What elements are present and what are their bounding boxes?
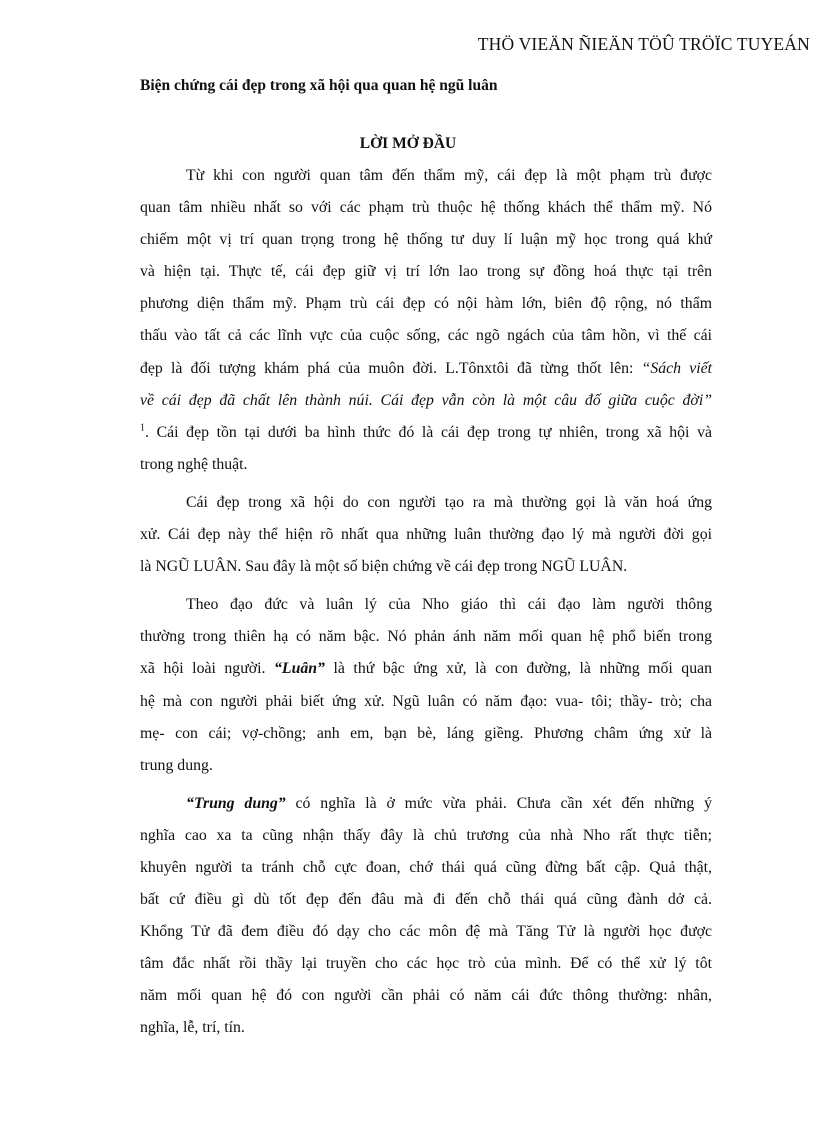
text-line: phương diện thẩm mỹ. Phạm trù cái đẹp có nội hàm lớn, biên độ rộng, nó thẩm bbox=[140, 295, 712, 313]
text-line: chiếm một vị trí quan trọng trong hệ thống tư duy lí luận mỹ học trong quá khứ bbox=[140, 231, 712, 249]
section-heading: LỜI MỞ ĐẦU bbox=[359, 135, 457, 152]
text-line: khuyên người ta tránh chỗ cực đoan, chớ thái quá cũng đừng bất cập. Quả thật, bbox=[140, 858, 712, 876]
text-run: đẹp là đối tượng khám phá của muôn đời. L.Tônxtôi đã từng thốt lên: bbox=[140, 359, 642, 377]
document-title: Biện chứng cái đẹp trong xã hội qua quan hệ ngũ luân bbox=[140, 77, 498, 94]
site-header: THÖ VIEÄN ÑIEÄN TÖÛ TRÖÏC TUYEÁN bbox=[477, 34, 810, 54]
text-line: tâm đắc nhất rồi thầy lại truyền cho các học trò của mình. Để có thể xử lý tôt bbox=[140, 955, 712, 973]
footnote-marker: 1 bbox=[140, 422, 145, 434]
text-line: nghĩa cao xa ta cũng nhận thấy đây là chủ trương của nhà Nho rất thực tiễn; bbox=[140, 826, 712, 844]
text-line: trong nghệ thuật. bbox=[140, 455, 248, 473]
text-line: nghĩa, lễ, trí, tín. bbox=[140, 1019, 245, 1037]
text-line: thấu vào tất cả các lĩnh vực của cuộc sống, các ngõ ngách của tâm hồn, vì thế cái bbox=[140, 327, 712, 345]
text-line bbox=[140, 385, 712, 417]
text-line: là NGŨ LUÂN. Sau đây là một số biện chứng về cái đẹp trong NGŨ LUÂN. bbox=[140, 558, 628, 576]
text-line: Khổng Tử đã đem điều đó dạy cho các môn đệ mà Tăng Tử là người học được bbox=[140, 923, 712, 941]
quote-text: “Sách viết bbox=[641, 359, 712, 377]
paragraph-3 bbox=[140, 589, 712, 782]
text-line bbox=[140, 788, 712, 820]
paragraph-2 bbox=[140, 487, 712, 583]
text-run: . Cái đẹp tồn tại dưới ba hình thức đó là cái đẹp trong tự nhiên, trong xã hội và bbox=[145, 423, 712, 441]
text-run: có nghĩa là ở mức vừa phải. Chưa cần xét đến những ý bbox=[285, 794, 713, 812]
text-line: Cái đẹp trong xã hội do con người tạo ra mà thường gọi là văn hoá ứng bbox=[186, 493, 712, 511]
text-line: thường trong thiên hạ có năm bậc. Nó phản ánh năm mối quan hệ phổ biến trong bbox=[140, 628, 712, 646]
paragraph-1 bbox=[140, 160, 712, 481]
text-line: hệ mà con người phải biết ứng xử. Ngũ luân có năm đạo: vua- tôi; thầy- trò; cha bbox=[140, 692, 712, 710]
quote-text: về cái đẹp đã chất lên thành núi. Cái đẹp vẫn còn là một câu đố giữa cuộc đời” bbox=[140, 391, 712, 409]
text-line bbox=[140, 417, 712, 449]
paragraph-4 bbox=[140, 788, 712, 1045]
text-line: mẹ- con cái; vợ-chồng; anh em, bạn bè, láng giềng. Phương châm ứng xử là bbox=[140, 724, 712, 742]
text-line: xử. Cái đẹp này thể hiện rõ nhất qua những luân thường đạo lý mà người đời gọi bbox=[140, 526, 712, 544]
term-trung-dung: “Trung dung” bbox=[186, 794, 286, 812]
text-line: bất cứ điều gì dù tốt đẹp đến đâu mà đi đến chỗ thái quá cũng đành dở cả. bbox=[140, 891, 712, 909]
term-luan: “Luân” bbox=[274, 660, 325, 678]
text-line: năm mối quan hệ đó con người cần phải có năm cái đức thông thường: nhân, bbox=[140, 987, 712, 1005]
text-line: Theo đạo đức và luân lý của Nho giáo thì cái đạo làm người thông bbox=[186, 596, 712, 614]
text-run: là thứ bậc ứng xử, là con đường, là những mối quan bbox=[324, 660, 712, 678]
text-line bbox=[140, 653, 712, 685]
text-line bbox=[140, 353, 712, 385]
text-line: Từ khi con người quan tâm đến thẩm mỹ, cái đẹp là một phạm trù được bbox=[186, 167, 712, 184]
text-line: trung dung. bbox=[140, 756, 213, 774]
text-line: quan tâm nhiều nhất so với các phạm trù thuộc hệ thống khách thể thẩm mỹ. Nó bbox=[140, 199, 712, 217]
document-body bbox=[140, 160, 712, 1045]
text-run: xã hội loài người. bbox=[140, 660, 275, 678]
text-line: và hiện tại. Thực tế, cái đẹp giữ vị trí lớn lao trong sự đồng hoá thực tại trên bbox=[140, 263, 712, 281]
